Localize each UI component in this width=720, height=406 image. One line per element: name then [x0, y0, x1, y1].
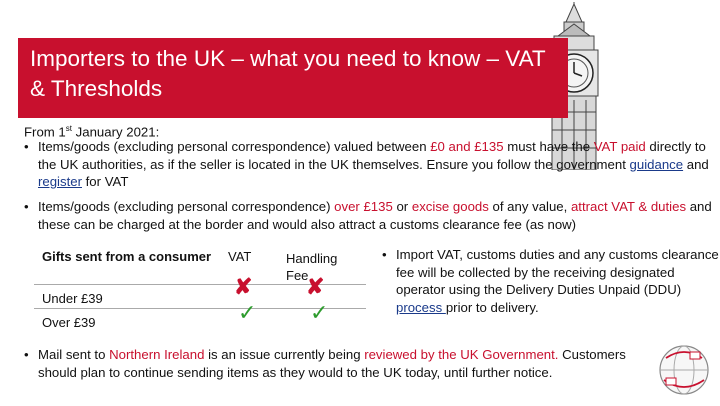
bullet1-amount: £0 and £135: [430, 139, 504, 154]
bullet1-vat-paid: VAT paid: [593, 139, 646, 154]
side-bullet-text-2: prior to delivery.: [445, 299, 539, 315]
slide-title: Importers to the UK – what you need to know – VAT & Thresholds: [30, 46, 546, 101]
bullet1-text-3: directly to the UK authorities, as if the seller is located in the UK themselves. Ensure you follow the government: [38, 139, 706, 172]
bullet-dot: •: [24, 199, 29, 214]
tick-icon: ✓: [310, 300, 329, 325]
bullet2-text-4: and these can be charged at the border and would also attract a customs clearance fee (as now): [38, 199, 712, 232]
bullet3-text-1: Mail sent to: [38, 347, 110, 362]
bullet3-text-2: is an issue currently being: [204, 347, 365, 362]
bullet1-text-1: Items/goods (excluding personal correspondence) valued between: [38, 139, 431, 154]
bullet2-excise: excise goods: [411, 199, 489, 214]
process-link[interactable]: process: [396, 299, 446, 315]
cross-icon: ✘: [234, 274, 253, 299]
side-bullet: [382, 246, 720, 316]
title-banner: [18, 38, 568, 118]
bullet-dot: •: [382, 247, 387, 262]
intro-rest: January 2021:: [72, 124, 160, 140]
table-header-vat: VAT: [228, 249, 252, 264]
bullet2-text-1: Items/goods (excluding personal correspondence): [38, 199, 335, 214]
bullet1-text-4: and: [683, 156, 709, 172]
table-header-gifts: Gifts sent from a consumer: [42, 249, 212, 264]
table-row-label: Over £39: [42, 315, 96, 330]
register-link[interactable]: register: [38, 174, 82, 189]
globe-mail-icon: [654, 340, 714, 400]
bullet1-text-2: must have the: [503, 139, 594, 154]
bullet3-reviewed: reviewed by the UK Government.: [364, 347, 559, 362]
bullet-dot: •: [24, 347, 29, 362]
table-header-handling-fee: Handling Fee: [286, 251, 338, 283]
bullet3-ni: Northern Ireland: [109, 347, 205, 362]
gifts-table: [34, 244, 366, 336]
cross-icon: ✘: [306, 274, 325, 299]
guidance-link[interactable]: guidance: [629, 156, 684, 172]
bullet1-text-5: for VAT: [81, 174, 129, 189]
bullet-1: [24, 138, 718, 191]
bullet-3: [24, 346, 648, 381]
intro-sup: st: [65, 124, 72, 133]
bullet-2: [24, 198, 718, 233]
tick-icon: ✓: [238, 300, 257, 325]
bullet-dot: •: [24, 139, 29, 154]
bullet3-text-3: Customers should plan to continue sending items as they would to the UK today, until further notice.: [38, 347, 626, 380]
bullet2-text-2: or: [392, 199, 412, 214]
bullet2-text-3: of any value,: [488, 199, 571, 214]
table-row-label: Under £39: [42, 291, 103, 306]
bullet2-attract: attract VAT & duties: [570, 199, 687, 214]
side-bullet-text-1: Import VAT, customs duties and any customs clearance fee will be collected by the receiving designated operator using the Delivery Duties Unpaid (DDU): [396, 247, 719, 297]
bullet2-over: over £135: [334, 199, 393, 214]
intro-text: From 1: [24, 124, 66, 140]
